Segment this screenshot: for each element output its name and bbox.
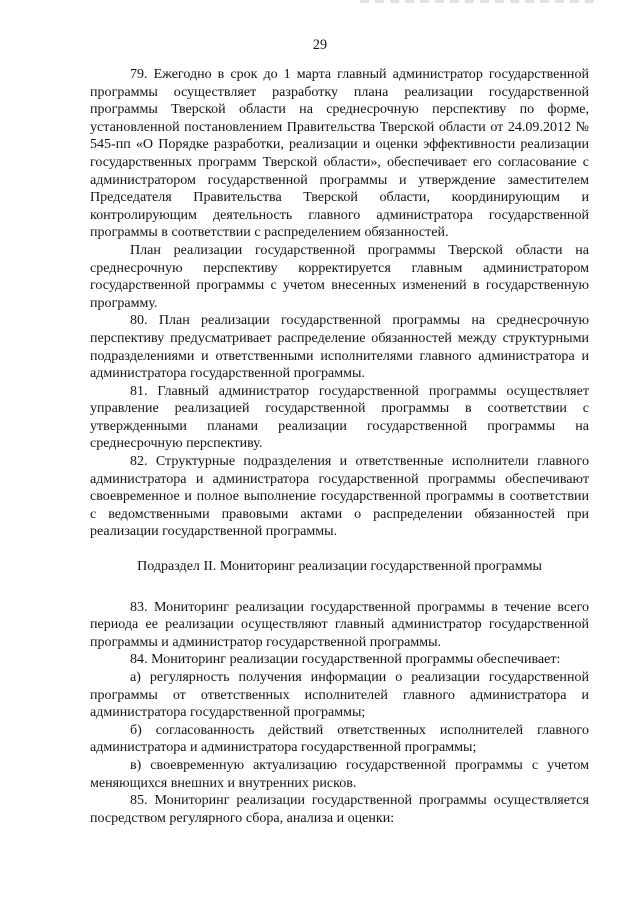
paragraph-83: 83. Мониторинг реализации государственной программы в течение всего периода ее реализации осуществляют главный администратор государственной программы и администратор государственной программы. [90,598,589,650]
list-item-v: в) своевременную актуализацию государственной программы с учетом меняющихся внешних и внутренних рисков. [90,756,589,791]
subsection-title: Подраздел II. Мониторинг реализации государственной программы [137,558,542,575]
scan-header-artifact [360,0,600,3]
paragraph-80: 80. План реализации государственной программы на среднесрочную перспективу предусматривает распределение обязанностей между структурными подразделениями и ответственными исполнителями главного администратора и администратора государственной программы. [90,312,589,382]
document-body [90,66,589,827]
paragraph-81: 81. Главный администратор государственной программы осуществляет управление реализацией государственной программы в соответствии с утвержденными планами реализации государственной программы на среднесрочную перспективу. [90,382,589,452]
paragraph-79: 79. Ежегодно в срок до 1 марта главный администратор государственной программы осуществляет разработку плана реализации государственной программы Тверской области на среднесрочную перспективу по форме, установленной постановлением Правительства Тверской области от 24.09.2012 № 545-пп «О Порядке разработки, реализации и оценки эффективности реализации государственных программ Тверской области», обеспечивает его согласование с администратором государственной программы и утверждение заместителем Председателя Правительства Тверской области, координирующим и контролирующим деятельность главного администратора государственной программы в соответствии с распределением обязанностей. [90,66,589,241]
page-number: 29 [312,37,328,53]
paragraph-82: 82. Структурные подразделения и ответственные исполнители главного администратора и администратора государственной программы обеспечивают своевременное и полное выполнение государственной программы в соответствии с ведомственными правовыми актами о распределении обязанностей при реализации государственной программы. [90,453,589,540]
list-item-a: а) регулярность получения информации о реализации государственной программы от ответственных исполнителей главного администратора и администратора государственной программы; [90,669,589,721]
paragraph-84: 84. Мониторинг реализации государственной программы обеспечивает: [130,651,561,668]
paragraph-79-plan-correction: План реализации государственной программы Тверской области на среднесрочную перспективу корректируется главным администратором государственной программы с учетом внесенных изменений в государственную программу. [90,241,589,311]
paragraph-85: 85. Мониторинг реализации государственной программы осуществляется посредством регулярного сбора, анализа и оценки: [90,792,589,826]
list-item-b: б) согласованность действий ответственных исполнителей главного администратора и администратора государственной программы; [90,721,589,756]
